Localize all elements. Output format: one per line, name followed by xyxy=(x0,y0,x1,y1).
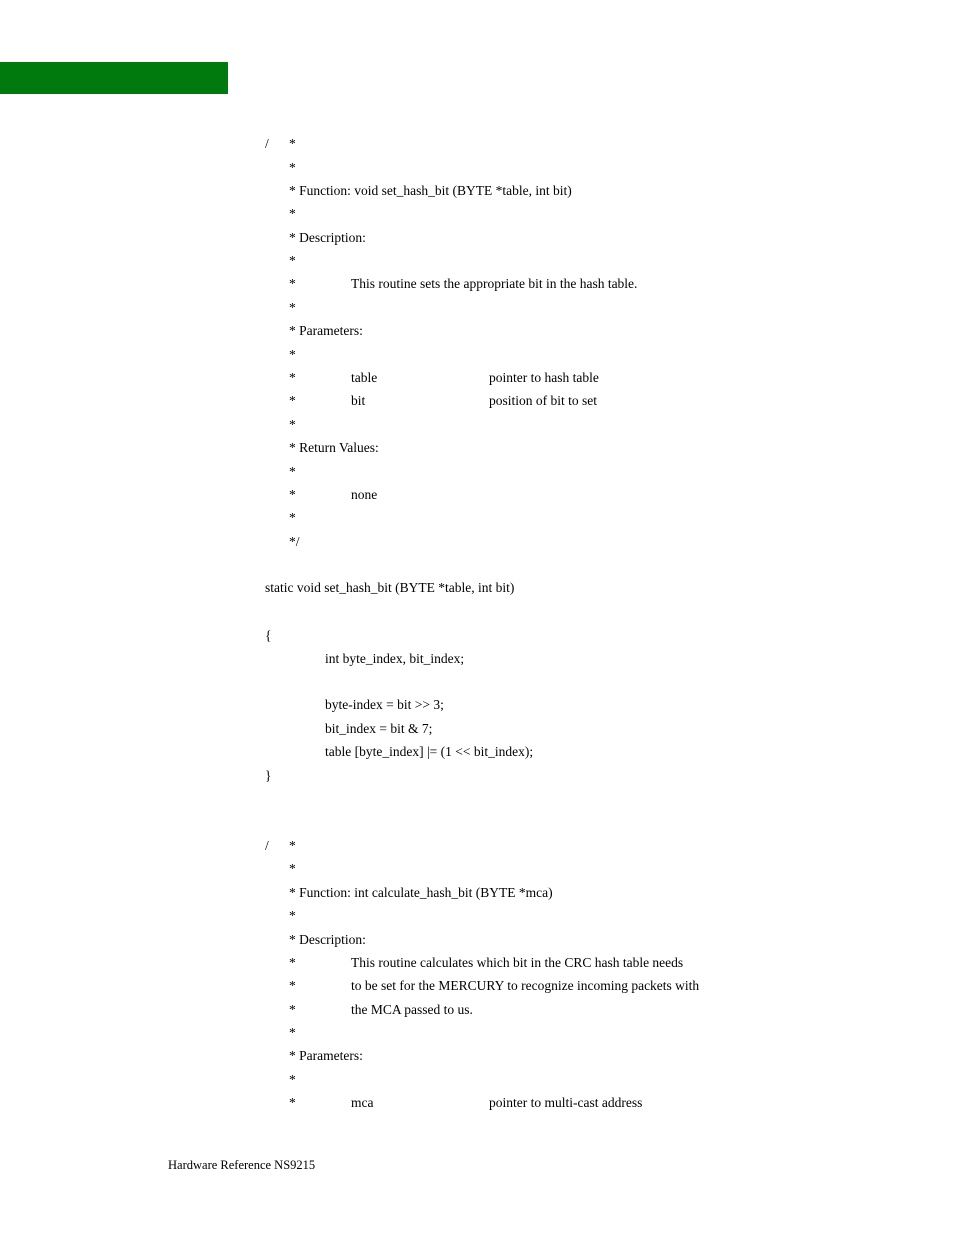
comment-star: * xyxy=(289,464,296,479)
code-statement: bit_index = bit & 7; xyxy=(325,721,433,736)
comment-star: * xyxy=(289,487,296,502)
comment-description-text: This routine calculates which bit in the CRC hash table needs xyxy=(351,955,684,970)
comment-star: * xyxy=(289,393,296,408)
code-statement: byte-index = bit >> 3; xyxy=(325,697,444,712)
param-name: bit xyxy=(351,393,366,408)
comment-star: * xyxy=(289,276,296,291)
comment-star: * xyxy=(289,908,296,923)
comment-return-label: * Return Values: xyxy=(289,440,379,455)
comment-open-slash: / xyxy=(265,838,269,853)
param-name: mca xyxy=(351,1095,374,1110)
comment-star: * xyxy=(289,510,296,525)
comment-star: * xyxy=(289,838,296,853)
comment-parameters-label: * Parameters: xyxy=(289,1048,363,1063)
close-brace: } xyxy=(265,768,272,783)
code-statement: table [byte_index] |= (1 << bit_index); xyxy=(325,744,534,759)
comment-close: */ xyxy=(289,534,300,549)
open-brace: { xyxy=(265,628,272,643)
comment-description-text: This routine sets the appropriate bit in the hash table. xyxy=(351,276,638,291)
comment-star: * xyxy=(289,370,296,385)
comment-description-label: * Description: xyxy=(289,230,366,245)
comment-star: * xyxy=(289,253,296,268)
comment-star: * xyxy=(289,1072,296,1087)
param-description: position of bit to set xyxy=(489,393,597,408)
comment-function-line: * Function: int calculate_hash_bit (BYTE *mca) xyxy=(289,885,553,900)
comment-star: * xyxy=(289,978,296,993)
comment-star: * xyxy=(289,1095,296,1110)
comment-star: * xyxy=(289,417,296,432)
comment-star: * xyxy=(289,136,296,151)
param-description: pointer to hash table xyxy=(489,370,599,385)
comment-description-label: * Description: xyxy=(289,932,366,947)
comment-parameters-label: * Parameters: xyxy=(289,323,363,338)
comment-star: * xyxy=(289,206,296,221)
comment-star: * xyxy=(289,300,296,315)
comment-open-slash: / xyxy=(265,136,269,151)
header-color-bar xyxy=(0,62,228,94)
comment-return-value: none xyxy=(351,487,378,502)
comment-star: * xyxy=(289,955,296,970)
comment-description-text: to be set for the MERCURY to recognize incoming packets with xyxy=(351,978,700,993)
comment-description-text: the MCA passed to us. xyxy=(351,1002,473,1017)
param-description: pointer to multi-cast address xyxy=(489,1095,643,1110)
comment-star: * xyxy=(289,160,296,175)
code-declaration: int byte_index, bit_index; xyxy=(325,651,465,666)
comment-star: * xyxy=(289,1025,296,1040)
comment-star: * xyxy=(289,347,296,362)
comment-function-line: * Function: void set_hash_bit (BYTE *table, int bit) xyxy=(289,183,572,198)
comment-star: * xyxy=(289,861,296,876)
comment-star: * xyxy=(289,1002,296,1017)
function-signature: static void set_hash_bit (BYTE *table, int bit) xyxy=(265,580,515,595)
param-name: table xyxy=(351,370,378,385)
page-footer: Hardware Reference NS9215 xyxy=(168,1158,316,1172)
